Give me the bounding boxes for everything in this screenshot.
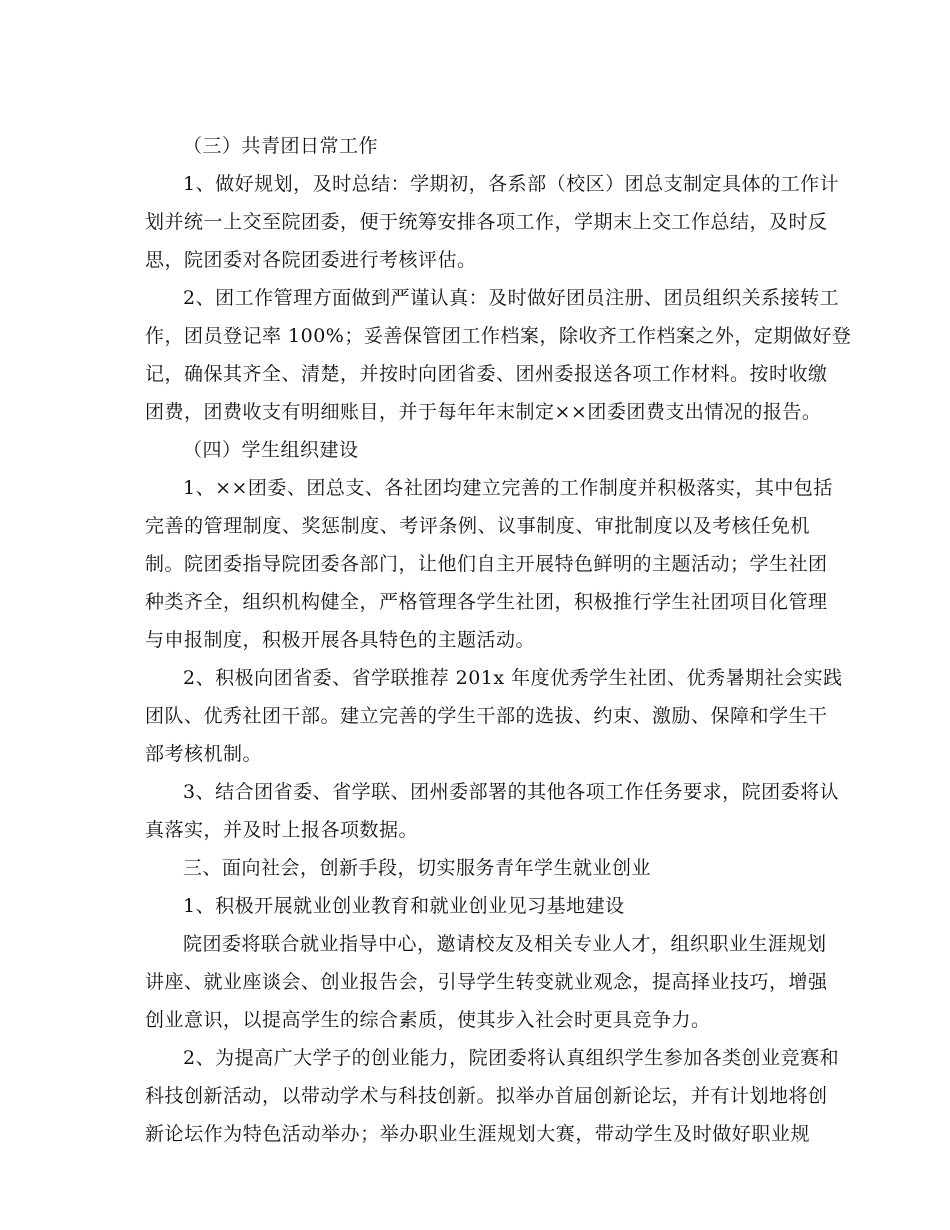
paragraph-line: 3、结合团省委、省学联、团州委部署的其他各项工作任务要求，院团委将认 — [183, 781, 840, 803]
paragraph-line: 制。院团委指导院团委各部门，让他们自主开展特色鲜明的主题活动；学生社团 — [145, 553, 828, 575]
paragraph-line: 创业意识，以提高学生的综合素质，使其步入社会时更具竞争力。 — [145, 1009, 711, 1031]
paragraph-line: 与申报制度，积极开展各具特色的主题活动。 — [145, 629, 536, 651]
paragraph-line: 院团委将联合就业指导中心，邀请校友及相关专业人才，组织职业生涯规划 — [183, 933, 827, 955]
paragraph-line: 作，团员登记率 100%；妥善保管团工作档案，除收齐工作档案之外，定期做好登 — [145, 325, 852, 347]
paragraph-line: 科技创新活动，以带动学术与科技创新。拟举办首届创新论坛，并有计划地将创 — [145, 1085, 828, 1107]
paragraph-line: 新论坛作为特色活动举办；举办职业生涯规划大赛，带动学生及时做好职业规 — [145, 1123, 810, 1145]
paragraph-line: 2、积极向团省委、省学联推荐 201x 年度优秀学生社团、优秀暑期社会实践 — [183, 667, 843, 689]
paragraph-line: 划并统一上交至院团委，便于统筹安排各项工作，学期末上交工作总结，及时反 — [145, 211, 828, 233]
paragraph-line: 1、××团委、团总支、各社团均建立完善的工作制度并积极落实，其中包括 — [183, 477, 833, 499]
paragraph-line: 2、团工作管理方面做到严谨认真：及时做好团员注册、团员组织关系接转工 — [183, 287, 840, 309]
paragraph-line: 1、做好规划，及时总结：学期初，各系部（校区）团总支制定具体的工作计 — [183, 173, 840, 195]
paragraph-line: 记，确保其齐全、清楚，并按时向团省委、团州委报送各项工作材料。按时收缴 — [145, 363, 828, 385]
paragraph-line: 团费，团费收支有明细账目，并于每年年末制定××团委团费支出情况的报告。 — [145, 401, 822, 423]
paragraph-line: 种类齐全，组织机构健全，严格管理各学生社团，积极推行学生社团项目化管理 — [145, 591, 828, 613]
paragraph-line: 思，院团委对各院团委进行考核评估。 — [145, 249, 477, 271]
section-heading-employment: 三、面向社会，创新手段，切实服务青年学生就业创业 — [183, 857, 652, 879]
paragraph-line: 真落实，并及时上报各项数据。 — [145, 819, 419, 841]
document-body — [145, 127, 852, 1153]
paragraph-line: 讲座、就业座谈会、创业报告会，引导学生转变就业观念，提高择业技巧，增强 — [145, 971, 828, 993]
paragraph-line: 完善的管理制度、奖惩制度、考评条例、议事制度、审批制度以及考核任免机 — [145, 515, 810, 537]
section-heading-student-org: （四）学生组织建设 — [183, 439, 359, 461]
paragraph-line: 部考核机制。 — [145, 743, 263, 765]
subsection-heading-employment-edu: 1、积极开展就业创业教育和就业创业见习基地建设 — [183, 895, 625, 917]
paragraph-line: 团队、优秀社团干部。建立完善的学生干部的选拔、约束、激励、保障和学生干 — [145, 705, 828, 727]
section-heading-daily-work: （三）共青团日常工作 — [183, 135, 379, 157]
paragraph-line: 2、为提高广大学子的创业能力，院团委将认真组织学生参加各类创业竞赛和 — [183, 1047, 840, 1069]
